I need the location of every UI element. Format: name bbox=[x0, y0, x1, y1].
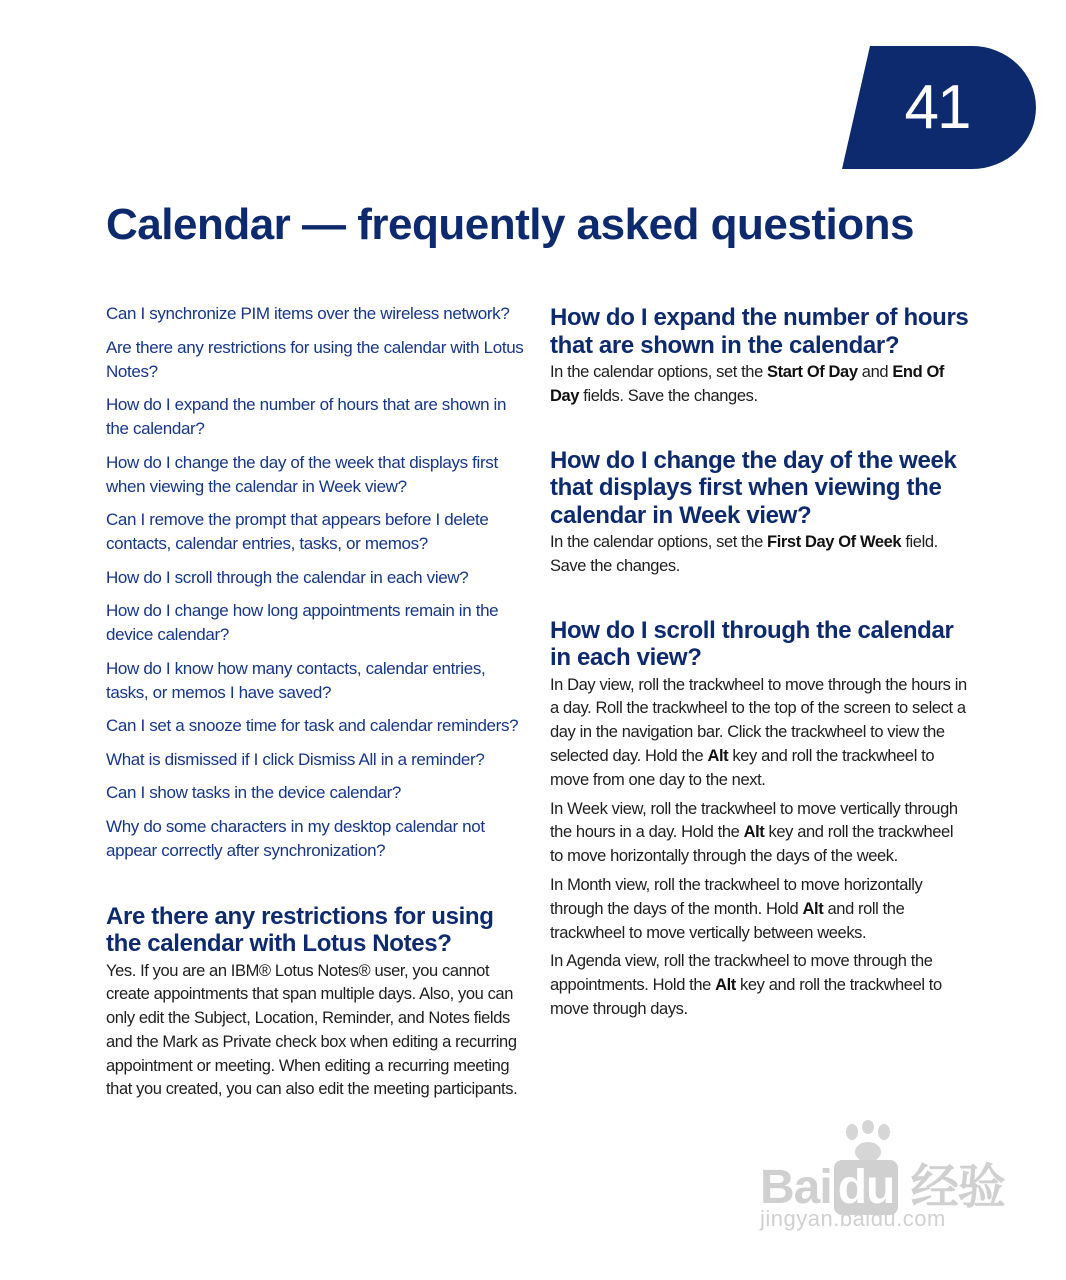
faq-link[interactable]: Why do some characters in my desktop calendar not appear correctly after synchronization? bbox=[106, 816, 485, 860]
page-number-tab bbox=[842, 46, 1036, 169]
watermark-url: jingyan.baidu.com bbox=[760, 1206, 946, 1231]
section-first-day bbox=[550, 447, 970, 579]
day-view-text: In Day view, roll the trackwheel to move through the hours in a day. Roll the trackwheel to the top of the screen to select a day in the navigation bar. Click the trackwheel to view the selected day. Hold the Alt key and roll the trackwheel to move from one day to the next. bbox=[550, 675, 967, 789]
section-body: Yes. If you are an IBM® Lotus Notes® user, you cannot create appointments that span multiple days. Also, you can only edit the Subject, Location, Reminder, and Notes fields and the Mark as Private check box when editing a recurring appointment or meeting. When editing a recurring meeting that you created, you can also edit the meeting participants. bbox=[106, 961, 518, 1099]
page-number: 41 bbox=[904, 73, 970, 142]
watermark-logo: Bai du 经验 bbox=[760, 1161, 1005, 1214]
faq-link[interactable]: Can I show tasks in the device calendar? bbox=[106, 783, 402, 802]
faq-list bbox=[106, 302, 526, 863]
faq-link[interactable]: Can I synchronize PIM items over the wireless network? bbox=[106, 304, 510, 323]
section-heading: How do I scroll through the calendar in each view? bbox=[550, 616, 954, 672]
section-scroll bbox=[550, 617, 970, 1022]
section-body: In the calendar options, set the First Day Of Week field. Save the changes. bbox=[550, 533, 938, 575]
field-name: Start Of Day bbox=[767, 363, 858, 381]
section-heading: How do I change the day of the week that displays first when viewing the calendar in Week view? bbox=[550, 446, 957, 529]
week-view-text: In Week view, roll the trackwheel to move vertically through the hours in a day. Hold the Alt key and roll the trackwheel to move horizontally through the days of the week. bbox=[550, 799, 958, 866]
page-title: Calendar — frequently asked questions bbox=[106, 200, 914, 249]
section-expand-hours bbox=[550, 304, 970, 409]
key-name: Alt bbox=[707, 747, 729, 766]
faq-link[interactable]: How do I scroll through the calendar in each view? bbox=[106, 567, 469, 587]
baidu-watermark bbox=[760, 1120, 1010, 1240]
faq-link[interactable]: How do I change how long appointments remain in the device calendar? bbox=[106, 601, 499, 644]
key-name: Alt bbox=[743, 823, 765, 842]
section-heading: Are there any restrictions for using the calendar with Lotus Notes? bbox=[106, 902, 494, 957]
faq-link[interactable]: Can I set a snooze time for task and calendar reminders? bbox=[106, 716, 519, 735]
right-column bbox=[550, 302, 970, 1022]
faq-link[interactable]: Can I remove the prompt that appears before I delete contacts, calendar entries, tasks, or memos? bbox=[106, 510, 489, 553]
section-lotus-notes bbox=[106, 903, 526, 1103]
left-column bbox=[106, 302, 526, 1102]
field-name: First Day Of Week bbox=[767, 533, 902, 552]
faq-link[interactable]: How do I know how many contacts, calendar entries, tasks, or memos I have saved? bbox=[106, 658, 486, 702]
section-heading: How do I expand the number of hours that are shown in the calendar? bbox=[550, 304, 969, 359]
faq-link[interactable]: How do I change the day of the week that displays first when viewing the calendar in Week view? bbox=[106, 452, 498, 496]
faq-link[interactable]: Are there any restrictions for using the calendar with Lotus Notes? bbox=[106, 337, 524, 381]
faq-link[interactable]: What is dismissed if I click Dismiss All in a reminder? bbox=[106, 749, 485, 769]
key-name: Alt bbox=[715, 976, 736, 995]
section-body: In the calendar options, set the Start Of Day and End Of Day fields. Save the changes. bbox=[550, 363, 944, 405]
month-view-text: In Month view, roll the trackwheel to move horizontally through the days of the month. Hold Alt and roll the trackwheel to move vertically between weeks. bbox=[550, 876, 923, 942]
key-name: Alt bbox=[802, 899, 824, 918]
field-name: End Of Day bbox=[550, 363, 944, 405]
agenda-view-text: In Agenda view, roll the trackwheel to move through the appointments. Hold the Alt key and roll the trackwheel to move through days. bbox=[550, 952, 942, 1019]
faq-link[interactable]: How do I expand the number of hours that are shown in the calendar? bbox=[106, 395, 507, 438]
